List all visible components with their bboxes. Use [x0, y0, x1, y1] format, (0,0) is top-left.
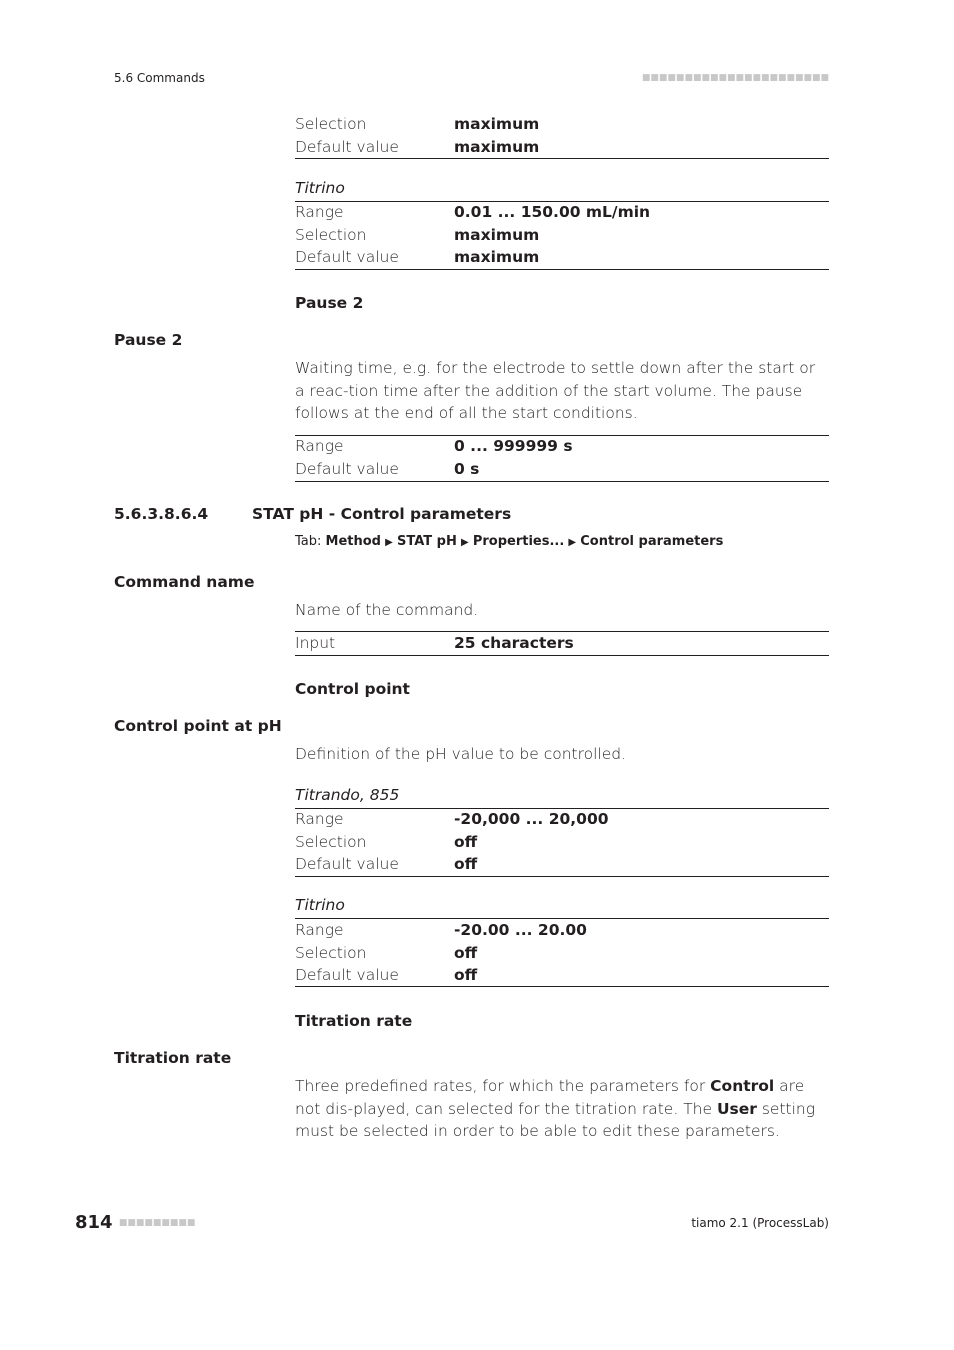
table-row: Default value 0 s [295, 459, 480, 478]
table-row: Selection maximum [295, 225, 540, 244]
parameter-name-control-point: Control point at pH [114, 717, 282, 735]
description-control-point: Definition of the pH value to be controlled. [295, 745, 627, 763]
arrow-right-icon: ▶ [460, 537, 469, 548]
table-pause-2 [295, 435, 829, 480]
arrow-right-icon: ▶ [385, 537, 393, 548]
subheading-titration-rate: Titration rate [295, 1012, 413, 1030]
section-number: 5.6.3.8.6.4 [114, 505, 209, 523]
subheading-pause-2: Pause 2 [295, 294, 364, 312]
divider [295, 481, 829, 482]
running-header-section: 5.6 Commands [114, 71, 205, 85]
subheading-control-point: Control point [295, 680, 410, 698]
section-title: STAT pH - Control parameters [252, 505, 512, 523]
divider [295, 986, 829, 987]
section-heading [114, 505, 511, 523]
footer-dots: ■■■■■■■■■ [118, 1218, 196, 1228]
table-row: Default value maximum [295, 137, 540, 156]
device-label: Titrando, 855 [295, 786, 400, 804]
parameter-name-titration-rate: Titration rate [114, 1049, 232, 1067]
table-row: Default value maximum [295, 248, 540, 267]
table-row: Selection maximum [295, 115, 540, 133]
arrow-right-icon: ▶ [568, 537, 577, 548]
description-pause-2: Waiting time, e.g. for the electrode to settle down after the start or a reac-tion time after the addition of the start volume. The pause follows at the end of all the start conditions. [295, 359, 816, 423]
table-titrino-1 [295, 201, 829, 269]
page-number: 814 ■■■■■■■■■ [75, 1212, 196, 1233]
device-label: Titrino [295, 179, 345, 197]
divider [295, 655, 829, 656]
product-name: tiamo 2.1 (ProcessLab) [691, 1216, 829, 1230]
divider [295, 876, 829, 877]
table-titrino-2 [295, 919, 829, 987]
table-row: Input 25 characters [295, 634, 574, 652]
table-row: Selection off [295, 943, 478, 962]
table-top [295, 113, 829, 158]
table-command-name [295, 632, 829, 655]
table-row: Range -20.00 ... 20.00 [295, 921, 587, 939]
device-label: Titrino [295, 896, 345, 914]
table-row: Range -20,000 ... 20,000 [295, 810, 609, 828]
table-row: Default value off [295, 855, 478, 874]
header-dots: ■■■■■■■■■■■■■■■■■■■■■■ [641, 73, 829, 83]
divider [295, 158, 829, 159]
tab-path: Tab: Method ▶ STAT pH ▶ Properties... ▶ Control parameters [295, 534, 724, 549]
table-row: Selection off [295, 832, 478, 851]
table-titrando [295, 808, 829, 876]
parameter-name-command-name: Command name [114, 573, 255, 591]
table-row: Range 0 ... 999999 s [295, 437, 573, 455]
description-titration-rate: Three predefined rates, for which the parameters for Control are not dis-played, can selected for the titration rate. The User setting must be selected in order to be able to edit these parameters. [295, 1077, 816, 1141]
parameter-name-pause-2: Pause 2 [114, 331, 183, 349]
table-row: Range 0.01 ... 150.00 mL/min [295, 203, 651, 221]
table-row: Default value off [295, 966, 478, 985]
description-command-name: Name of the command. [295, 601, 479, 619]
divider [295, 269, 829, 270]
